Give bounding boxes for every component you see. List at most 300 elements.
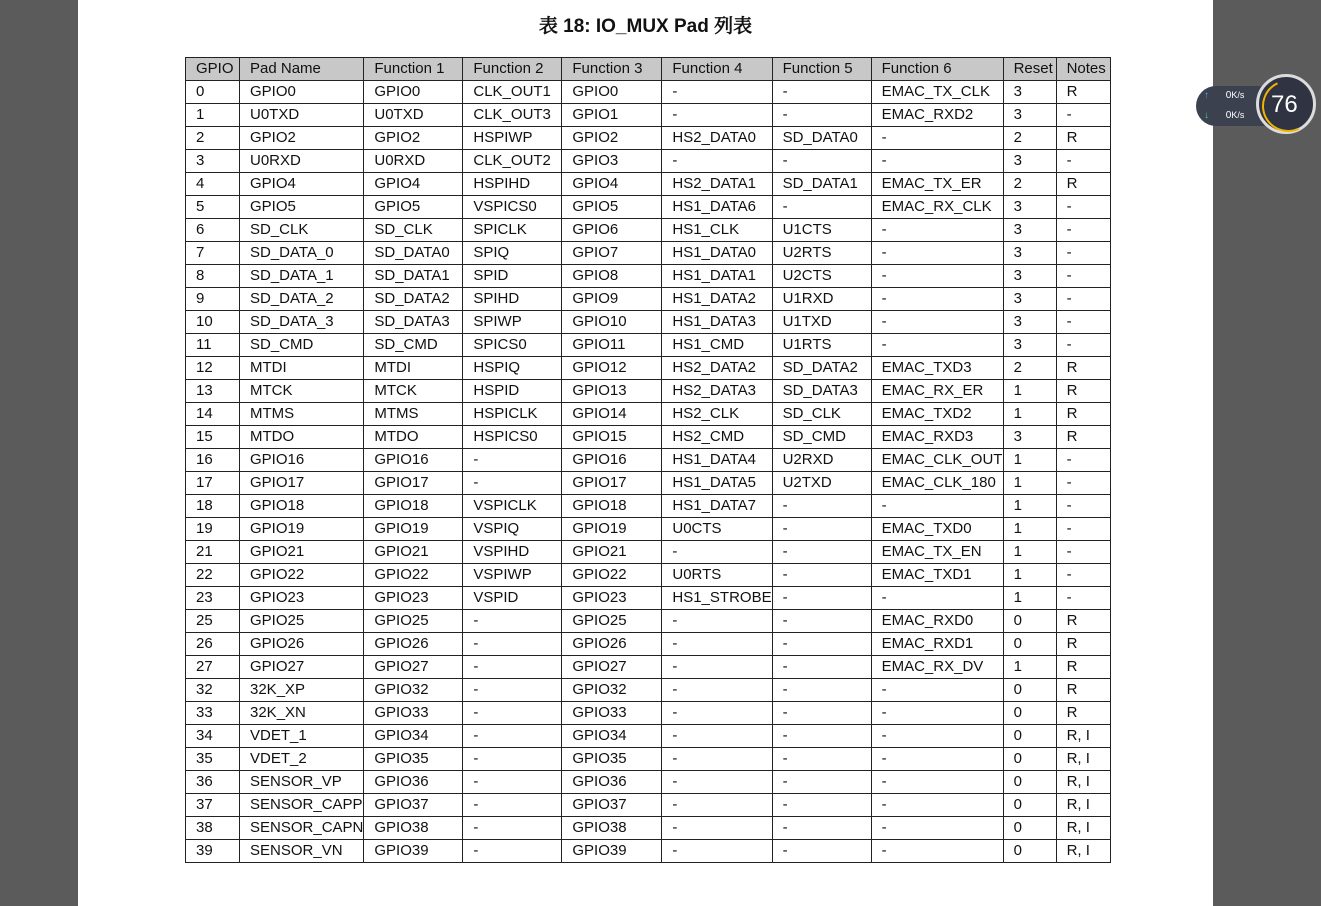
table-row <box>186 449 1111 472</box>
table-cell: - <box>772 518 871 541</box>
table-cell: 3 <box>1003 196 1056 219</box>
gauge-value: 76 <box>1271 91 1298 118</box>
table-cell: GPIO26 <box>364 633 463 656</box>
table-cell: HSPICLK <box>463 403 562 426</box>
table-cell: 11 <box>186 334 240 357</box>
table-cell: 0 <box>1003 817 1056 840</box>
table-cell: SENSOR_CAPP <box>240 794 364 817</box>
table-row <box>186 380 1111 403</box>
table-cell: - <box>871 219 1003 242</box>
table-cell: - <box>463 449 562 472</box>
table-cell: GPIO5 <box>562 196 662 219</box>
table-cell: GPIO33 <box>562 702 662 725</box>
table-cell: R, I <box>1056 748 1110 771</box>
table-cell: 32K_XP <box>240 679 364 702</box>
download-arrow-icon: ↓ <box>1204 110 1209 121</box>
io-mux-pad-table <box>185 57 1111 863</box>
table-row <box>186 334 1111 357</box>
table-cell: GPIO8 <box>562 265 662 288</box>
table-cell: GPIO0 <box>562 81 662 104</box>
table-cell: 34 <box>186 725 240 748</box>
table-cell: R, I <box>1056 817 1110 840</box>
table-cell: GPIO16 <box>364 449 463 472</box>
table-cell: 3 <box>1003 265 1056 288</box>
table-cell: 17 <box>186 472 240 495</box>
table-cell: U0TXD <box>240 104 364 127</box>
table-cell: - <box>1056 265 1110 288</box>
table-cell: - <box>772 794 871 817</box>
table-cell: - <box>662 794 772 817</box>
table-cell: HSPID <box>463 380 562 403</box>
table-cell: GPIO23 <box>562 587 662 610</box>
table-cell: GPIO21 <box>364 541 463 564</box>
table-cell: SPID <box>463 265 562 288</box>
table-cell: 2 <box>1003 127 1056 150</box>
table-cell: SD_DATA0 <box>364 242 463 265</box>
table-cell: SPICS0 <box>463 334 562 357</box>
table-row <box>186 173 1111 196</box>
table-cell: GPIO38 <box>562 817 662 840</box>
table-cell: HS1_DATA4 <box>662 449 772 472</box>
table-cell: 2 <box>1003 357 1056 380</box>
table-cell: GPIO35 <box>364 748 463 771</box>
column-header: Function 2 <box>463 58 562 81</box>
table-cell: GPIO32 <box>364 679 463 702</box>
table-row <box>186 587 1111 610</box>
table-cell: HS2_DATA0 <box>662 127 772 150</box>
table-cell: SENSOR_VN <box>240 840 364 863</box>
table-cell: - <box>772 81 871 104</box>
table-cell: EMAC_RX_CLK <box>871 196 1003 219</box>
table-row <box>186 748 1111 771</box>
table-cell: GPIO39 <box>562 840 662 863</box>
table-cell: 0 <box>1003 610 1056 633</box>
table-cell: 4 <box>186 173 240 196</box>
table-cell: R <box>1056 81 1110 104</box>
table-cell: GPIO23 <box>364 587 463 610</box>
table-row <box>186 150 1111 173</box>
table-cell: GPIO6 <box>562 219 662 242</box>
table-cell: GPIO37 <box>562 794 662 817</box>
column-header: Function 6 <box>871 58 1003 81</box>
table-cell: 2 <box>1003 173 1056 196</box>
table-cell: HS2_CLK <box>662 403 772 426</box>
table-cell: HSPIHD <box>463 173 562 196</box>
table-cell: 8 <box>186 265 240 288</box>
table-cell: HS1_CMD <box>662 334 772 357</box>
table-cell: SD_DATA1 <box>364 265 463 288</box>
table-cell: GPIO17 <box>364 472 463 495</box>
table-cell: EMAC_RXD2 <box>871 104 1003 127</box>
table-cell: - <box>871 242 1003 265</box>
table-cell: R, I <box>1056 840 1110 863</box>
table-cell: VDET_2 <box>240 748 364 771</box>
table-cell: - <box>463 840 562 863</box>
table-cell: U2CTS <box>772 265 871 288</box>
table-row <box>186 242 1111 265</box>
table-cell: EMAC_RXD3 <box>871 426 1003 449</box>
table-cell: 1 <box>1003 541 1056 564</box>
table-header-row <box>186 58 1111 81</box>
table-cell: - <box>871 127 1003 150</box>
table-cell: 14 <box>186 403 240 426</box>
table-cell: GPIO5 <box>240 196 364 219</box>
table-cell: - <box>871 495 1003 518</box>
table-cell: - <box>1056 104 1110 127</box>
table-cell: - <box>1056 242 1110 265</box>
table-cell: 3 <box>1003 334 1056 357</box>
table-cell: R <box>1056 656 1110 679</box>
table-cell: 1 <box>1003 656 1056 679</box>
table-cell: VSPIWP <box>463 564 562 587</box>
table-cell: CLK_OUT1 <box>463 81 562 104</box>
table-cell: 7 <box>186 242 240 265</box>
table-cell: U0CTS <box>662 518 772 541</box>
table-cell: SD_CMD <box>772 426 871 449</box>
table-cell: GPIO5 <box>364 196 463 219</box>
table-cell: 3 <box>1003 81 1056 104</box>
table-cell: 3 <box>1003 150 1056 173</box>
download-unit: K/s <box>1231 110 1245 120</box>
table-row <box>186 426 1111 449</box>
column-header: Function 3 <box>562 58 662 81</box>
table-cell: - <box>772 564 871 587</box>
table-cell: GPIO9 <box>562 288 662 311</box>
table-cell: HS1_DATA1 <box>662 265 772 288</box>
table-cell: MTCK <box>240 380 364 403</box>
table-cell: 0 <box>1003 702 1056 725</box>
table-cell: GPIO2 <box>364 127 463 150</box>
upload-arrow-icon: ↑ <box>1204 90 1209 101</box>
table-cell: - <box>1056 150 1110 173</box>
table-cell: - <box>463 633 562 656</box>
table-row <box>186 265 1111 288</box>
table-cell: SD_CLK <box>364 219 463 242</box>
table-cell: 10 <box>186 311 240 334</box>
table-cell: GPIO0 <box>364 81 463 104</box>
table-cell: - <box>1056 472 1110 495</box>
table-cell: - <box>463 610 562 633</box>
document-page <box>78 0 1213 906</box>
table-cell: - <box>871 840 1003 863</box>
table-cell: VDET_1 <box>240 725 364 748</box>
column-header: Function 5 <box>772 58 871 81</box>
table-cell: MTDO <box>364 426 463 449</box>
table-cell: EMAC_RX_ER <box>871 380 1003 403</box>
table-cell: SD_CMD <box>240 334 364 357</box>
table-cell: R <box>1056 127 1110 150</box>
table-cell: 5 <box>186 196 240 219</box>
table-cell: - <box>1056 288 1110 311</box>
table-cell: HS1_DATA2 <box>662 288 772 311</box>
table-cell: SD_CLK <box>772 403 871 426</box>
table-cell: R <box>1056 173 1110 196</box>
table-row <box>186 817 1111 840</box>
table-cell: SD_DATA1 <box>772 173 871 196</box>
table-cell: SD_CLK <box>240 219 364 242</box>
table-cell: - <box>662 725 772 748</box>
table-cell: - <box>662 771 772 794</box>
table-cell: HSPIWP <box>463 127 562 150</box>
upload-unit: K/s <box>1231 90 1245 100</box>
table-cell: - <box>1056 196 1110 219</box>
usage-gauge[interactable] <box>1256 74 1316 134</box>
table-cell: 37 <box>186 794 240 817</box>
table-row <box>186 564 1111 587</box>
table-cell: GPIO3 <box>562 150 662 173</box>
table-cell: - <box>662 633 772 656</box>
table-cell: 26 <box>186 633 240 656</box>
table-cell: GPIO27 <box>240 656 364 679</box>
table-cell: - <box>1056 311 1110 334</box>
table-cell: SD_DATA2 <box>364 288 463 311</box>
table-cell: - <box>772 702 871 725</box>
table-cell: 1 <box>1003 564 1056 587</box>
table-cell: - <box>871 311 1003 334</box>
table-row <box>186 472 1111 495</box>
table-cell: - <box>1056 334 1110 357</box>
table-cell: GPIO25 <box>562 610 662 633</box>
table-cell: U2RTS <box>772 242 871 265</box>
table-cell: HS2_DATA1 <box>662 173 772 196</box>
table-cell: R, I <box>1056 771 1110 794</box>
download-value: 0 <box>1225 110 1232 121</box>
table-cell: EMAC_TX_EN <box>871 541 1003 564</box>
table-cell: 6 <box>186 219 240 242</box>
table-cell: - <box>772 817 871 840</box>
table-cell: - <box>662 840 772 863</box>
table-cell: EMAC_RX_DV <box>871 656 1003 679</box>
table-cell: 0 <box>1003 725 1056 748</box>
table-cell: - <box>463 817 562 840</box>
table-cell: - <box>871 702 1003 725</box>
table-cell: 19 <box>186 518 240 541</box>
table-cell: 0 <box>1003 771 1056 794</box>
table-cell: - <box>871 334 1003 357</box>
table-cell: - <box>871 771 1003 794</box>
table-cell: GPIO4 <box>562 173 662 196</box>
column-header: Notes <box>1056 58 1110 81</box>
table-cell: EMAC_RXD1 <box>871 633 1003 656</box>
table-cell: EMAC_TXD0 <box>871 518 1003 541</box>
table-cell: U0RXD <box>364 150 463 173</box>
table-cell: GPIO26 <box>562 633 662 656</box>
table-cell: GPIO17 <box>240 472 364 495</box>
table-cell: - <box>772 633 871 656</box>
table-cell: 2 <box>186 127 240 150</box>
table-cell: 0 <box>1003 679 1056 702</box>
table-cell: 1 <box>186 104 240 127</box>
table-cell: - <box>871 265 1003 288</box>
table-cell: - <box>1056 541 1110 564</box>
table-cell: GPIO15 <box>562 426 662 449</box>
table-cell: R <box>1056 702 1110 725</box>
table-cell: 25 <box>186 610 240 633</box>
column-header: Reset <box>1003 58 1056 81</box>
table-cell: - <box>662 656 772 679</box>
table-cell: SENSOR_VP <box>240 771 364 794</box>
table-cell: GPIO35 <box>562 748 662 771</box>
table-cell: R <box>1056 610 1110 633</box>
table-row <box>186 81 1111 104</box>
table-cell: - <box>871 794 1003 817</box>
table-cell: GPIO14 <box>562 403 662 426</box>
table-cell: 1 <box>1003 495 1056 518</box>
table-cell: GPIO17 <box>562 472 662 495</box>
table-cell: MTDI <box>364 357 463 380</box>
table-cell: 3 <box>186 150 240 173</box>
table-cell: GPIO27 <box>364 656 463 679</box>
table-cell: U0TXD <box>364 104 463 127</box>
table-cell: SPIHD <box>463 288 562 311</box>
table-cell: R, I <box>1056 725 1110 748</box>
table-row <box>186 495 1111 518</box>
table-cell: HS2_DATA3 <box>662 380 772 403</box>
table-cell: 16 <box>186 449 240 472</box>
table-row <box>186 518 1111 541</box>
table-row <box>186 679 1111 702</box>
table-cell: - <box>662 817 772 840</box>
table-cell: - <box>1056 518 1110 541</box>
table-cell: GPIO38 <box>364 817 463 840</box>
table-row <box>186 656 1111 679</box>
table-cell: - <box>772 587 871 610</box>
table-row <box>186 702 1111 725</box>
table-cell: U1TXD <box>772 311 871 334</box>
table-cell: SD_DATA2 <box>772 357 871 380</box>
table-cell: 21 <box>186 541 240 564</box>
table-cell: - <box>662 104 772 127</box>
table-cell: HS1_DATA6 <box>662 196 772 219</box>
table-cell: 3 <box>1003 242 1056 265</box>
table-cell: VSPIHD <box>463 541 562 564</box>
table-cell: HS1_CLK <box>662 219 772 242</box>
table-cell: GPIO39 <box>364 840 463 863</box>
table-row <box>186 219 1111 242</box>
table-cell: SPICLK <box>463 219 562 242</box>
table-cell: VSPID <box>463 587 562 610</box>
table-cell: - <box>772 610 871 633</box>
table-cell: SD_DATA_2 <box>240 288 364 311</box>
table-cell: - <box>662 702 772 725</box>
table-cell: MTMS <box>240 403 364 426</box>
table-cell: - <box>871 150 1003 173</box>
table-cell: GPIO4 <box>364 173 463 196</box>
table-cell: HS1_STROBE <box>662 587 772 610</box>
table-cell: - <box>871 288 1003 311</box>
table-cell: HS1_DATA7 <box>662 495 772 518</box>
table-cell: - <box>772 495 871 518</box>
table-cell: GPIO23 <box>240 587 364 610</box>
table-cell: 32 <box>186 679 240 702</box>
table-cell: 13 <box>186 380 240 403</box>
table-cell: MTDO <box>240 426 364 449</box>
table-cell: SD_DATA_0 <box>240 242 364 265</box>
table-cell: - <box>1056 449 1110 472</box>
table-row <box>186 725 1111 748</box>
table-cell: - <box>772 104 871 127</box>
upload-speed <box>1204 90 1244 101</box>
table-cell: EMAC_RXD0 <box>871 610 1003 633</box>
table-cell: HSPIQ <box>463 357 562 380</box>
table-cell: GPIO33 <box>364 702 463 725</box>
table-cell: GPIO4 <box>240 173 364 196</box>
table-cell: 35 <box>186 748 240 771</box>
table-cell: - <box>463 794 562 817</box>
table-cell: U2RXD <box>772 449 871 472</box>
table-cell: VSPIQ <box>463 518 562 541</box>
table-cell: EMAC_TX_ER <box>871 173 1003 196</box>
table-cell: 38 <box>186 817 240 840</box>
table-cell: - <box>662 748 772 771</box>
table-cell: GPIO22 <box>364 564 463 587</box>
table-cell: GPIO2 <box>562 127 662 150</box>
table-cell: 27 <box>186 656 240 679</box>
table-cell: - <box>463 748 562 771</box>
table-cell: CLK_OUT3 <box>463 104 562 127</box>
table-cell: - <box>463 725 562 748</box>
table-cell: SD_DATA_3 <box>240 311 364 334</box>
table-cell: HSPICS0 <box>463 426 562 449</box>
table-cell: GPIO37 <box>364 794 463 817</box>
table-cell: - <box>1056 564 1110 587</box>
table-cell: GPIO26 <box>240 633 364 656</box>
table-cell: - <box>662 541 772 564</box>
table-cell: - <box>1056 219 1110 242</box>
table-cell: - <box>1056 587 1110 610</box>
table-cell: GPIO21 <box>562 541 662 564</box>
download-speed <box>1204 110 1244 121</box>
table-cell: SD_DATA3 <box>772 380 871 403</box>
table-cell: EMAC_TXD1 <box>871 564 1003 587</box>
table-cell: 15 <box>186 426 240 449</box>
table-cell: GPIO19 <box>562 518 662 541</box>
table-cell: 1 <box>1003 449 1056 472</box>
table-cell: VSPICLK <box>463 495 562 518</box>
table-cell: GPIO36 <box>562 771 662 794</box>
table-cell: GPIO34 <box>562 725 662 748</box>
table-cell: - <box>662 610 772 633</box>
table-cell: GPIO22 <box>562 564 662 587</box>
table-cell: GPIO18 <box>562 495 662 518</box>
table-cell: MTMS <box>364 403 463 426</box>
table-cell: 0 <box>1003 748 1056 771</box>
table-cell: SD_CMD <box>364 334 463 357</box>
table-row <box>186 633 1111 656</box>
table-row <box>186 127 1111 150</box>
table-row <box>186 288 1111 311</box>
table-cell: GPIO16 <box>240 449 364 472</box>
table-cell: - <box>871 725 1003 748</box>
table-cell: GPIO27 <box>562 656 662 679</box>
column-header: Function 1 <box>364 58 463 81</box>
table-cell: 9 <box>186 288 240 311</box>
table-cell: - <box>772 840 871 863</box>
table-cell: GPIO16 <box>562 449 662 472</box>
table-cell: U1RTS <box>772 334 871 357</box>
table-row <box>186 840 1111 863</box>
column-header: GPIO <box>186 58 240 81</box>
table-cell: HS1_DATA0 <box>662 242 772 265</box>
table-cell: - <box>1056 495 1110 518</box>
table-cell: - <box>772 541 871 564</box>
table-row <box>186 357 1111 380</box>
table-cell: - <box>463 472 562 495</box>
table-cell: 18 <box>186 495 240 518</box>
table-cell: 1 <box>1003 380 1056 403</box>
table-cell: U1RXD <box>772 288 871 311</box>
table-cell: - <box>772 656 871 679</box>
